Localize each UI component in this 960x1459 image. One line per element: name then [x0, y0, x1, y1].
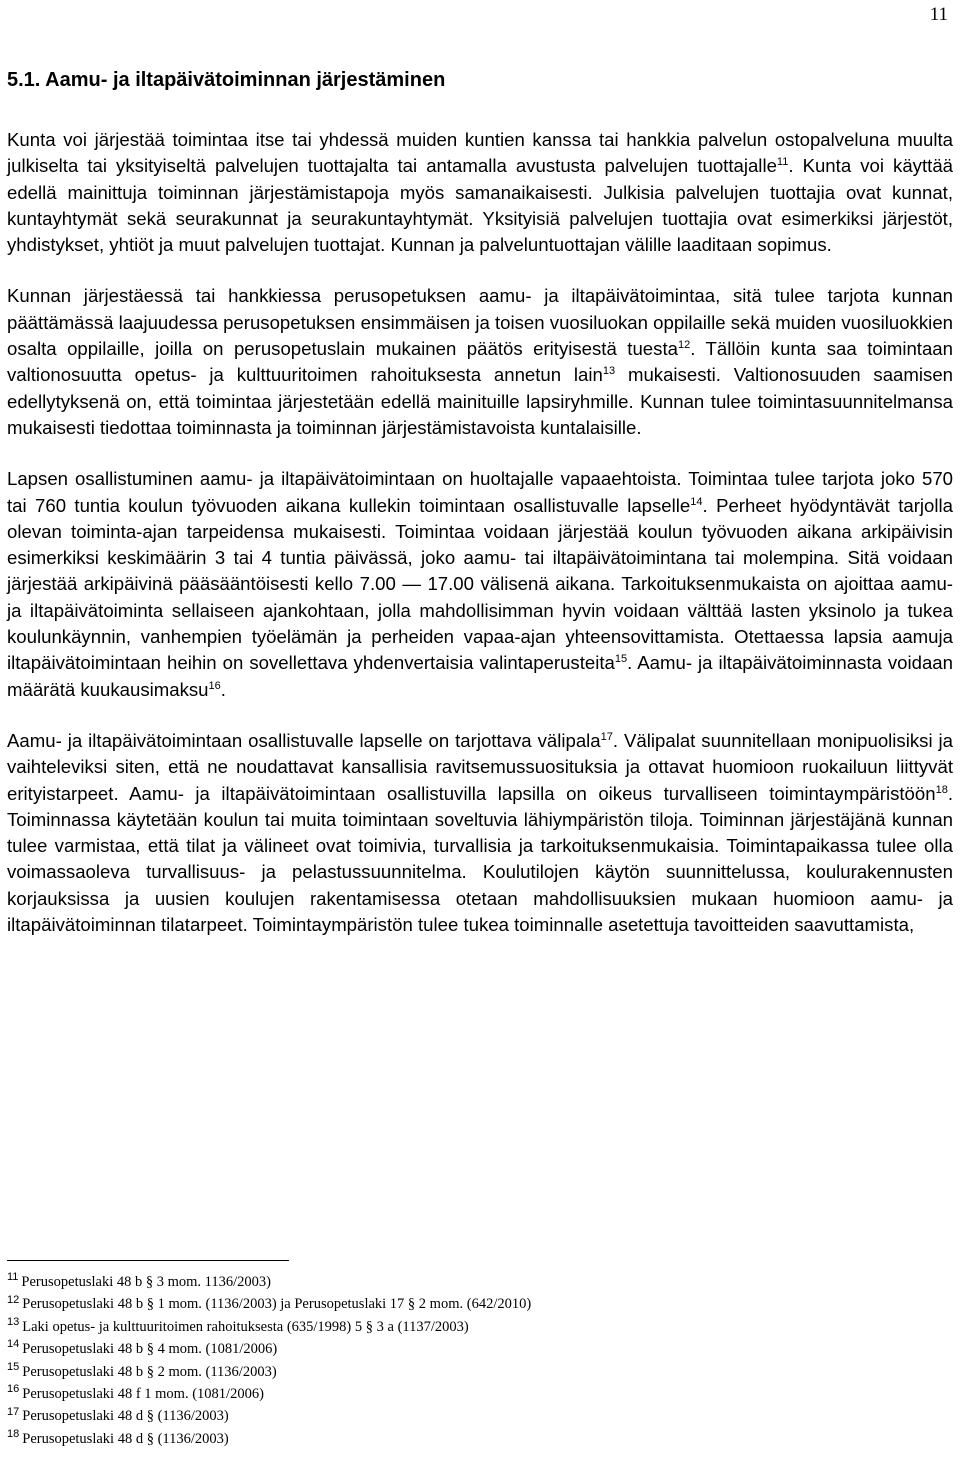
p1-text-b: . Kunta voi käyttää edellä mainittuja toiminnan järjestämistapoja myös samanaikaisesti. Julkisia palvelujen tuottajia ovat kunnat, kuntayhtymät sekä seurakunnat ja seurakuntayhtymät. Yksityisiä palvelujen tuottajia ovat esimerkiksi järjestöt, yhdistykset, yhtiöt ja muut palvelujen tuottajat. Kunnan ja palveluntuottajan välille laaditaan sopimus. — [7, 155, 953, 256]
footnote-text: Perusopetuslaki 48 b § 1 mom. (1136/2003) ja Perusopetuslaki 17 § 2 mom. (642/2010) — [22, 1296, 532, 1313]
footnote-11 — [7, 1271, 707, 1293]
footnote-ref-17: 17 — [600, 730, 613, 743]
footnote-text: Perusopetuslaki 48 b § 2 mom. (1136/2003) — [22, 1363, 277, 1380]
footnote-ref-12: 12 — [677, 338, 691, 351]
footnote-number: 12 — [7, 1293, 20, 1306]
footnote-18 — [7, 1428, 707, 1450]
footnote-number: 15 — [7, 1360, 20, 1373]
footnote-14 — [7, 1338, 707, 1360]
p3-text-b: . Perheet hyödyntävät tarjolla olevan toiminta-ajan tarpeidensa mukaisesti. Toimintaa voidaan järjestää koulun työvuoden aikana arkipäivisin esimerkiksi keskimäärin 3 tai 4 tuntia päivässä, joko aamu- tai iltapäivätoimintana tai molempina. Sitä voidaan järjestää arkipäivinä pääsääntöisesti kello 7.00 — 17.00 välisenä aikana. Tarkoituksenmukaista on ajoittaa aamu- ja iltapäivätoiminta sellaiseen ajankohtaan, jolla mahdollisimman hyvin voidaan välttää lasten yksinolo ja tukea koulunkäynnin, vanhempien työelämän ja perheiden vapaa-ajan yhteensovittamista. Otettaessa lapsia aamuja iltapäivätoimintaan heihin on sovellettava yhdenvertaisia valintaperusteita — [7, 494, 953, 674]
p2-text-c: mukaisesti. Valtionosuuden saamisen edellytyksenä on, että toimintaa järjestetään edellä mainituille lapsiryhmille. Kunnan tulee toimintasuunnitelmansa mukaisesti tiedottaa toiminnasta ja toiminnan järjestämistavoista kuntalaisille. — [7, 364, 954, 438]
footnote-number: 17 — [7, 1405, 20, 1418]
footnote-ref-15: 15 — [614, 653, 628, 666]
p3-text-a: Lapsen osallistuminen aamu- ja iltapäivätoimintaan on huoltajalle vapaaehtoista. Toimintaa tulee tarjota joko 570 tai 760 tuntia koulun työvuoden aikana kullekin toimintaan osallistuvalle lapselle — [7, 468, 953, 516]
footnote-number: 18 — [7, 1428, 20, 1441]
footnote-16 — [7, 1383, 707, 1405]
footnote-15 — [7, 1361, 707, 1383]
paragraph-3 — [7, 466, 953, 703]
section-heading: 5.1. Aamu- ja iltapäivätoiminnan järjestäminen — [7, 69, 446, 91]
footnote-text: Perusopetuslaki 48 f 1 mom. (1081/2006) — [22, 1386, 264, 1403]
footnote-ref-13: 13 — [602, 365, 616, 378]
footnote-ref-11: 11 — [776, 156, 789, 169]
footnote-number: 16 — [7, 1383, 20, 1396]
p3-text-c: . Aamu- ja iltapäivätoiminnasta voidaan määrätä kuukausimaksu — [7, 652, 953, 700]
footnote-text: Perusopetuslaki 48 d § (1136/2003) — [22, 1430, 229, 1447]
footnote-text: Perusopetuslaki 48 b § 4 mom. (1081/2006) — [22, 1341, 278, 1358]
paragraph-1 — [7, 127, 953, 258]
footnotes — [7, 1260, 707, 1450]
paragraph-4 — [7, 728, 953, 938]
p2-text-b: . Tällöin kunta saa toimintaan valtionosuutta opetus- ja kulttuuritoimen rahoituksesta annetun lain — [7, 338, 953, 386]
footnote-text: Perusopetuslaki 48 d § (1136/2003) — [22, 1408, 229, 1425]
p3-text-d: . — [220, 678, 226, 700]
p4-text-a: Aamu- ja iltapäivätoimintaan osallistuvalle lapselle on tarjottava välipala — [7, 729, 601, 751]
footnote-17 — [7, 1405, 707, 1427]
footnote-separator — [7, 1260, 289, 1261]
footnote-number: 11 — [7, 1271, 19, 1284]
footnote-number: 13 — [7, 1315, 20, 1328]
p1-text-a: Kunta voi järjestää toimintaa itse tai yhdessä muiden kuntien kanssa tai hankkia palvelun ostopalveluna muulta julkiselta tai yksityiseltä palvelujen tuottajalta tai antamalla avustusta palvelujen tuottajalle — [7, 129, 953, 177]
page-number: 11 — [929, 4, 948, 25]
footnote-text: Laki opetus- ja kulttuuritoimen rahoituksesta (635/1998) 5 § 3 a (1137/2003) — [22, 1318, 469, 1335]
footnote-12 — [7, 1293, 707, 1315]
footnote-ref-18: 18 — [935, 783, 948, 796]
p4-text-c: . Toiminnassa käytetään koulun tai muita toimintaan soveltuvia lähiympäristön tiloja. Toiminnan järjestäjänä kunnan tulee varmistaa, että tilat ja välineet ovat toimivia, turvallisia ja tarkoituksenmukaisia. Toimintapaikassa tulee olla voimassaoleva turvallisuus- ja pelastussuunnitelma. Koulutilojen käytön suunnittelussa, koulurakennusten korjauksissa ja uusien koulujen rakentamisessa otetaan mahdollisuuksien mukaan huomioon aamu- ja iltapäivätoiminnan tilatarpeet. Toimintaympäristön tulee tukea toiminnalle asetettuja tavoitteiden saavuttamista, — [7, 782, 953, 936]
footnote-ref-16: 16 — [208, 679, 221, 692]
footnote-number: 14 — [7, 1338, 20, 1351]
footnote-text: Perusopetuslaki 48 b § 3 mom. 1136/2003) — [21, 1274, 271, 1290]
footnote-13 — [7, 1316, 707, 1338]
p2-text-a: Kunnan järjestäessä tai hankkiessa perusopetuksen aamu- ja iltapäivätoimintaa, sitä tulee tarjota kunnan päättämässä laajuudessa perusopetuksen ensimmäisen ja toisen vuosiluokan oppilaille sekä muiden vuosiluokkien osalta oppilaille, joilla on perusopetuslain mukainen päätös erityisestä tuesta — [7, 285, 953, 360]
p4-text-b: . Välipalat suunnitellaan monipuolisiksi ja vaihteleviksi siten, että ne noudattavat kansallisia ravitsemussuosituksia ja ottavat huomioon ruokailuun liittyvät erityistarpeet. Aamu- ja iltapäivätoimintaan osallistuvilla lapsilla on oikeus turvalliseen toimintaympäristöön — [7, 729, 954, 804]
footnote-ref-14: 14 — [690, 495, 703, 508]
paragraph-2 — [7, 283, 953, 441]
document-body — [7, 66, 953, 963]
